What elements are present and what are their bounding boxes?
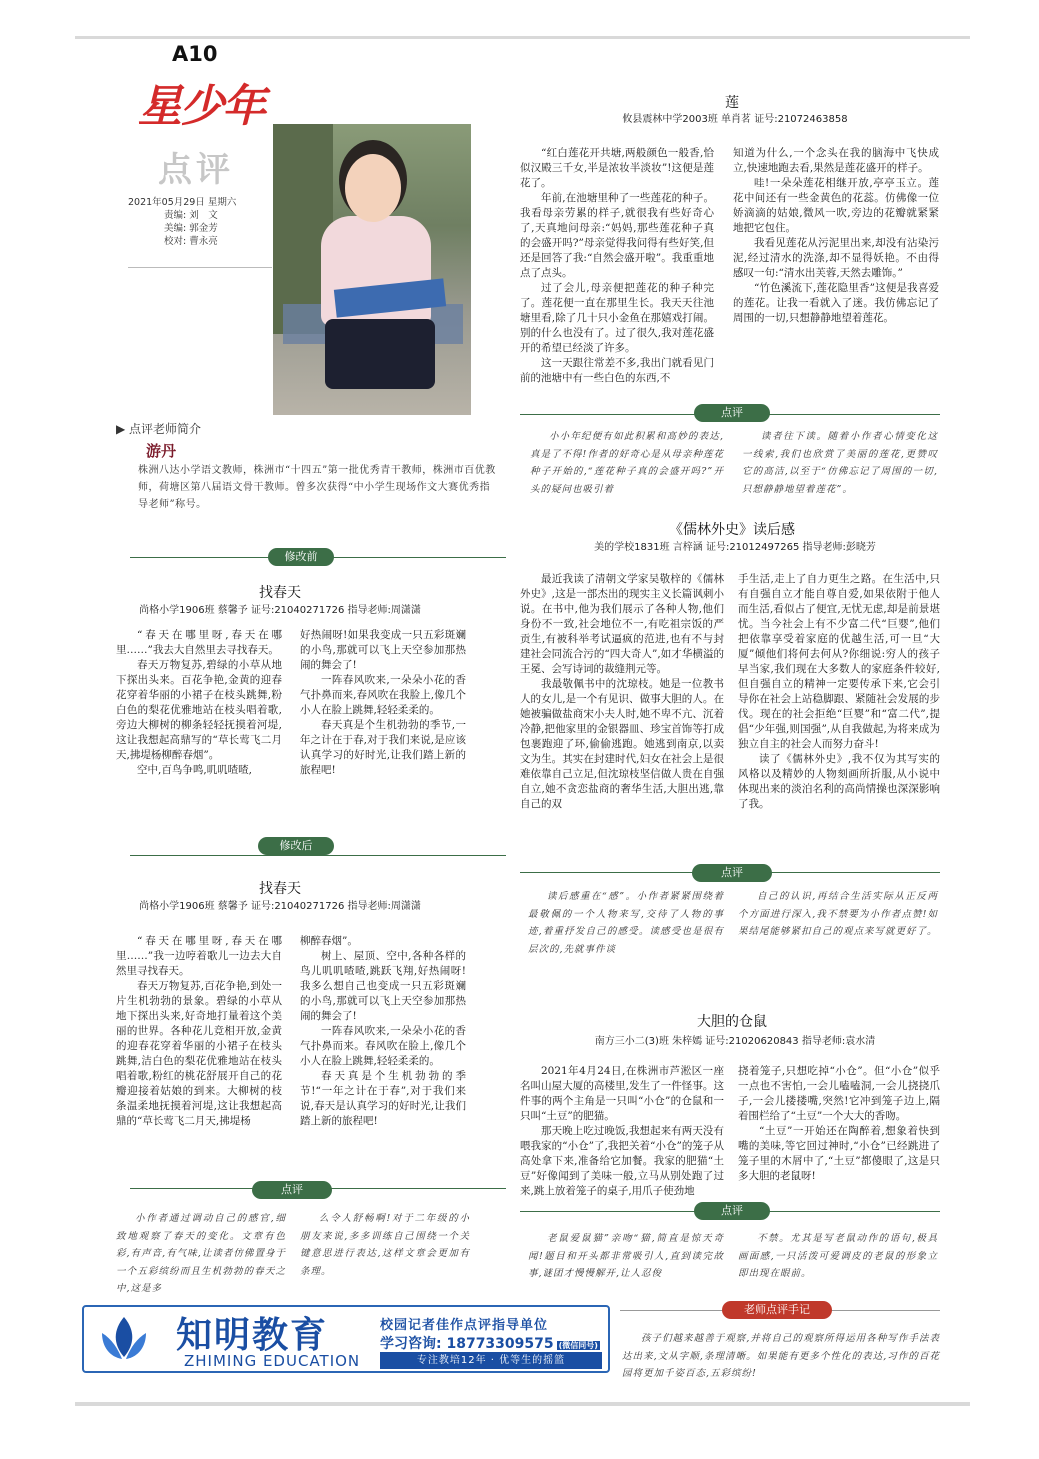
masthead-subtitle: 点评 [158, 150, 234, 190]
ad-brand-en: ZHIMING EDUCATION [184, 1352, 361, 1370]
tag-comment: 点评 [694, 1202, 770, 1220]
section-rule [130, 855, 506, 856]
article-column-right: 挠着笼子,只想吃掉“小仓”。但“小仓”似乎一点也不害怕,一会儿嗑嗑洞,一会儿挠挠爪子,一会儿搂搂嘴,突然!它冲到笼子边上,隔着围栏给了“土豆”一个大大的香吻。 “土豆”一开始还在陶醉着,想象着快到嘴的美味,等它回过神时,“小仓”已经跳进了笼子里的木屑中了,“土豆”都傻眼了,这是只多大胆的老鼠呀! [738, 1065, 940, 1182]
article-column-right: 好热闹呀!如果我变成一只五彩斑斓的小鸟,那就可以飞上天空参加那热闹的舞会了! 一阵春风吹来,一朵朵小花的香气扑鼻而来,春风吹在我脸上,像几个小人在脸上跳舞,轻轻柔柔的。 春天真是个生机勃勃的季节,一年之计在于春,对于我们来说,是应该认真学习的好时光,让我们踏上新的旅程吧! [300, 629, 466, 776]
tag-after: 修改后 [258, 837, 334, 855]
article-title: 找春天 [259, 881, 301, 897]
page-number: A10 [172, 42, 218, 66]
comment-left: 读后感重在“感”。小作者紧紧围绕着最敬佩的一个人物来写,交待了人物的事迹,着重抒发自己的感受。读感受也是很有层次的,先就事件谈 [528, 891, 724, 955]
tag-teacher-notes: 老师点评手记 [722, 1301, 832, 1319]
teacher-photo [273, 124, 471, 415]
issue-meta [128, 196, 274, 248]
article-column-right: 柳醉春烟”。 树上、屋顶、空中,各种各样的鸟儿叽叽喳喳,跳跃飞翔,好热闹呀!我多么想自己也变成一只五彩斑斓的小鸟,那就可以飞上天空参加那热闹的舞会了! 一阵春风吹来,一朵朵小花的香气扑鼻而来。春风吹在脸上,像几个小人在脸上跳舞,轻轻柔柔的。 春天真是个生机勃勃的季节!“一年之计在于春”,对于我们来说,春天是认真学习的好时光,让我们踏上新的旅程吧! [300, 935, 466, 1127]
intro-heading: ▶ 点评老师简介 [116, 422, 202, 436]
article-column-left: “春天在哪里呀,春天在哪里……”我一边哼着歌儿一边去大自然里寻找春天。 春天万物复苏,百花争艳,到处一片生机勃勃的景象。碧绿的小草从地下探出头来,好奇地打量着这个美丽的世界。各种花儿竞相开放,金黄的迎春花穿着华丽的小裙子在枝头跳舞,洁白色的梨花优雅地站在枝头唱着歌,粉红的桃花舒展开自己的花瓣迎接着姑娘的到来。大柳树的枝条温柔地抚摸着河堤,这让我想起高鼎的“草长莺飞二月天,拂堤杨 [116, 935, 282, 1127]
ad-brand-name: 知明教育 [176, 1315, 329, 1356]
article-column-left: “春天在哪里呀,春天在哪里……”我去大自然里去寻找春天。 春天万物复苏,碧绿的小草从地下探出头来。百花争艳,金黄的迎春花穿着华丽的小裙子在枝头跳舞,粉白色的梨花优雅地站在枝头唱着歌,旁边大柳树的柳条轻轻抚摸着河堤,这让我想起高鼎写的“草长莺飞二月天,拂堤杨柳醉春烟”。 空中,百鸟争鸣,叽叽喳喳, [116, 629, 282, 776]
ad-tagline: 校园记者佳作点评指导单位 [380, 1318, 549, 1333]
article-title: 大胆的仓鼠 [697, 1014, 767, 1030]
comment-left: 老鼠爱鼠猫”亲吻“猫,简直是惊天奇闻!题目和开头都非常吸引人,直到读完故事,谜团才慢慢解开,让人忍俊 [528, 1233, 724, 1279]
comment-right: 么令人舒畅啊!对于二年级的小朋友来说,多多训练自己围绕一个关键意思进行表达,这样文章会更加有条理。 [300, 1213, 470, 1277]
article-title: 找春天 [259, 585, 301, 601]
comment-left: 小作者通过调动自己的感官,细致地观察了春天的变化。文章有色彩,有声音,有气味,让读者仿佛置身于一个五彩缤纷而且生机勃勃的春天之中,这是多 [116, 1213, 286, 1294]
comment-right: 不禁。尤其是写老鼠动作的语句,极具画面感,一只活泼可爱调皮的老鼠的形象立即出现在眼前。 [738, 1233, 938, 1279]
issue-date: 2021年05月29日 星期六 [128, 197, 237, 208]
masthead-title: 星少年 [138, 81, 264, 132]
editor: 责编: 刘 文 [164, 210, 218, 221]
teacher-name: 游丹 [146, 442, 177, 460]
comment-right: 自己的认识,再结合生活实际从正反两个方面进行深入,我不禁要为小作者点赞!如果结尾能够紧扣自己的观点来写就更好了。 [738, 891, 938, 937]
article-title: 莲 [725, 95, 739, 111]
article-byline: 尚格小学1906班 蔡馨予 证号:21040271726 指导老师:周潇潇 [139, 901, 421, 912]
article-byline: 南方三小二(3)班 朱梓嫣 证号:21020620843 指导老师:袁水清 [594, 1036, 876, 1047]
teacher-bio: 株洲八达小学语文教师，株洲市“十四五”第一批优秀青干教师，株洲市百优教师，荷塘区第八届语文骨干教师。曾多次获得“中小学生现场作文大赛优秀指导老师”称号。 [138, 465, 496, 510]
comment-right: 读者往下读。随着小作者心情变化这一线索,我们也欣赏了美丽的莲花,更赞叹它的高洁,以至于“仿佛忘记了周围的一切,只想静静地望着莲花”。 [742, 431, 938, 495]
tag-comment: 点评 [694, 404, 770, 422]
teacher-notes: 孩子们越来越善于观察,并将自己的观察所得运用各种写作手法表达出来,文从字顺,条理清晰。如果能有更多个性化的表达,习作的百花园将更加千姿百态,五彩缤纷! [622, 1333, 940, 1379]
top-rule [75, 36, 970, 39]
bottom-rule [75, 1402, 970, 1406]
proofreader: 校对: 曹永亮 [164, 236, 218, 247]
ad-phone: 学习咨询: 18773309575 (微信同号) [380, 1336, 598, 1352]
article-byline: 攸县震林中学2003班 单肖茗 证号:21072463858 [622, 114, 848, 125]
article-column-left: 2021年4月24日,在株洲市芦淞区一座名叫山屋大厦的高楼里,发生了一件怪事。这件事的两个主角是一只叫“小仓”的仓鼠和一只叫“土豆”的肥猫。 那天晚上吃过晚饭,我想起来有两天没有喂我家的“小仓”了,我把关着“小仓”的笼子从高处拿下来,准备给它加餐。我家的肥猫“土豆”好像闻到了美味一般,立马从别处跑了过来,跳上放着笼子的桌子,用爪子使劲地 [520, 1065, 724, 1197]
article-byline: 尚格小学1906班 蔡馨予 证号:21040271726 指导老师:周潇潇 [139, 605, 421, 616]
flame-logo-icon [94, 1313, 154, 1363]
ad-slogan: 专注教培12年 · 优等生的摇篮 [380, 1352, 602, 1369]
article-title: 《儒林外史》读后感 [669, 522, 795, 538]
article-column-right: 手生活,走上了自力更生之路。在生活中,只有自强自立才能自尊自爱,如果依附于他人而生活,看似占了便宜,无忧无虑,却是前景堪忧。当今社会上有不少富二代“巨婴”,他们把依靠享受着家庭的优越生活,可一旦“大厦”倾他们将何去何从?你细说:穷人的孩子早当家,我们现在大多数人的家庭条件较好,但自强自立的精神一定要传承下来,它会引导你在社会上站稳脚跟、紧随社会发展的步伐。现在的社会拒绝“巨婴”和“富二代”,提倡“少年强,则国强”,从自我做起,为将来成为独立自主的社会人而努力奋斗! 读了《儒林外史》,我不仅为其写实的风格以及精妙的人物刻画所折服,从小说中体现出来的淡泊名利的高尚情操也深深影响了我。 [738, 573, 940, 810]
article-column-right: 知道为什么,一个念头在我的脑海中飞快成立,快速地跑去看,果然是莲花盛开的样子。 哇!一朵朵莲花相继开放,亭亭玉立。莲花中间还有一些金黄色的花蕊。仿佛像一位娇滴滴的姑娘,微风一吹,旁边的花瓣就紧紧地把它包住。 我看见莲花从污泥里出来,却没有沾染污泥,经过清水的洗涤,却不显得妖艳。不由得感叹一句:“清水出芙蓉,天然去雕饰。” “竹色溪流下,莲花隐里香”这便是我喜爱的莲花。让我一看就入了迷。我仿佛忘记了周围的一切,只想静静地望着莲花。 [733, 147, 939, 324]
tag-before: 修改前 [268, 548, 334, 566]
art-editor: 美编: 郭金芳 [164, 223, 218, 234]
article-column-left: 最近我读了清朝文学家吴敬梓的《儒林外史》,这是一部杰出的现实主义长篇讽刺小说。在书中,他为我们展示了各种人物,他们身份不一致,社会地位不一,有吃祖宗饭的严贡生,有被科举考试逼疯的范进,也有不与封建社会同流合污的“四大奇人”,如才华横溢的王冕、会写诗词的裁缝荆元等。 我最敬佩书中的沈琼枝。她是一位教书人的女儿,是一个有见识、做事大胆的人。在她被骗做盐商宋小夫人时,她不卑不亢、沉着冷静,把他家里的金银器皿、珍宝首饰等打成包裹跑迎了环,偷偷逃跑。她逃到南京,以卖文为生。其实在封建时代,妇女在社会上是很难依靠自己立足,但沈琼枝坚信做人贵在自强自立,她不贪恋盐商的奢华生活,大胆出逃,靠自己的双 [520, 573, 724, 810]
article-byline: 美的学校1831班 言梓涵 证号:21012497265 指导老师:彭晓芳 [594, 542, 876, 553]
article-column-left: “红白莲花开共塘,两般颜色一般香,恰似汉殿三千女,半是浓妆半淡妆”!这便是莲花了。 年前,在池塘里种了一些莲花的种子。我看母亲劳累的样子,就很我有些好奇心了,天真地问母亲:“妈妈,那些莲花种子真的会盛开吗?”母亲觉得我问得有些好笑,但还是回答了我:“自然会盛开啦”。我重重地点了点头。 过了会儿,母亲便把莲花的种子种完了。莲花便一直在那里生长。我天天往池塘里看,除了几十只小金鱼在那嬉戏打闹。别的什么也没有了。过了很久,我对莲花盛开的希望已经淡了许多。 这一天跟往常差不多,我出门就看见门前的池塘中有一些白色的东西,不 [520, 147, 714, 384]
tag-comment: 点评 [252, 1181, 332, 1199]
tag-comment: 点评 [692, 864, 772, 882]
comment-left: 小小年纪便有如此积累和高妙的表达,真是了不得!作者的好奇心是从母亲种莲花种子开始的,“莲花种子真的会盛开吗?”开头的疑问也吸引着 [530, 431, 724, 495]
